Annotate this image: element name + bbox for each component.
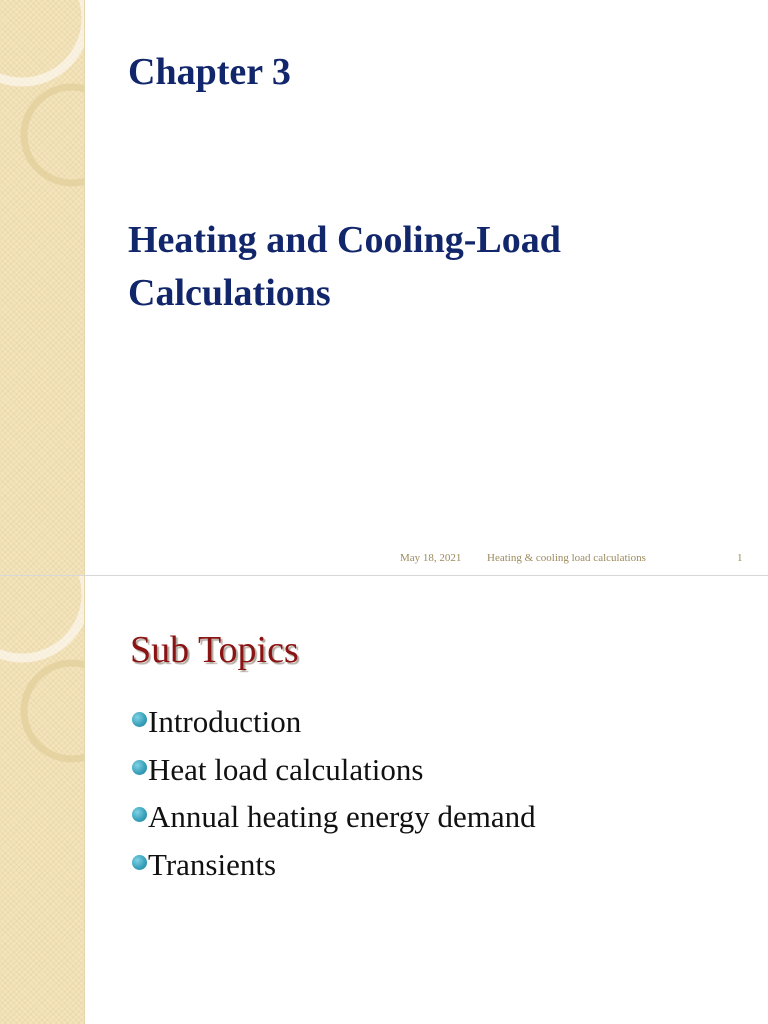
footer-title: Heating & cooling load calculations <box>487 552 646 564</box>
bullet-text: Heat load calculations <box>148 751 424 787</box>
footer-date: May 18, 2021 <box>400 552 462 564</box>
decorative-circles-icon <box>0 0 84 576</box>
slide-title: Chapter 3 <box>128 51 291 93</box>
decorative-sidebar <box>0 0 85 576</box>
decorative-circles-icon <box>0 576 84 1024</box>
list-item <box>132 847 536 895</box>
slide-2 <box>0 576 768 1024</box>
bullet-text: Transients <box>148 846 277 882</box>
bullet-icon <box>132 760 147 775</box>
list-item <box>132 799 536 847</box>
slide-subtitle: Heating and Cooling-Load Calculations <box>128 219 561 315</box>
slide-title: Sub Topics <box>130 629 299 671</box>
list-item <box>132 704 536 752</box>
decorative-sidebar <box>0 576 85 1024</box>
bullet-text: Annual heating energy demand <box>148 799 536 834</box>
footer-page-number: 1 <box>737 552 743 564</box>
bullet-icon <box>132 807 147 822</box>
bullet-list <box>132 704 536 894</box>
bullet-icon <box>132 712 147 727</box>
bullet-text: Introduction <box>148 704 302 739</box>
list-item <box>132 752 536 800</box>
bullet-icon <box>132 855 147 870</box>
